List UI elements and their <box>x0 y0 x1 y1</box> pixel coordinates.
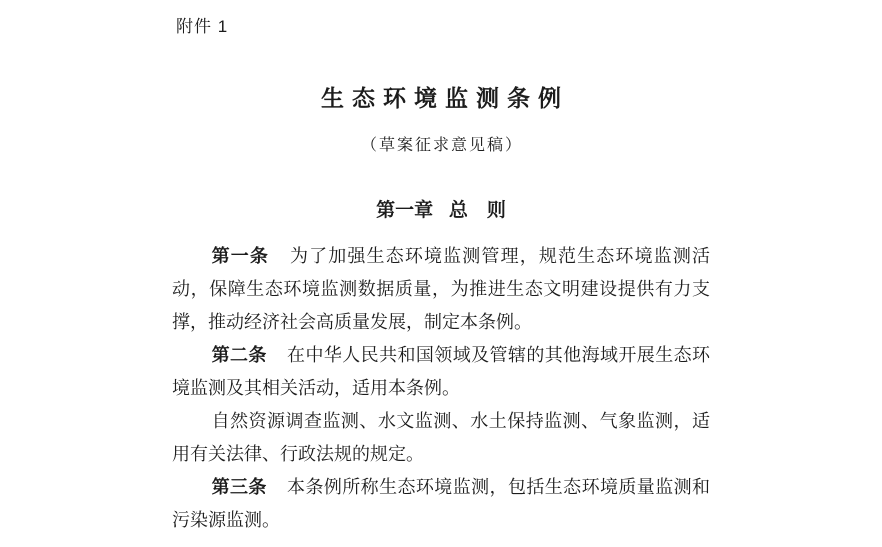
chapter-number: 第一章 <box>376 200 434 221</box>
article-1-label: 第一条 <box>211 246 270 266</box>
article-3-label: 第三条 <box>211 477 267 497</box>
article-2-label: 第二条 <box>211 345 267 365</box>
document-subtitle: （草案征求意见稿） <box>360 137 523 154</box>
article-2-text-2: 自然资源调查监测、水文监测、水土保持监测、气象监测，适用有关法律、行政法规的规定。 <box>172 411 710 464</box>
document-title: 生态环境监测条例 <box>321 86 569 111</box>
article-2-paragraph-1 <box>172 339 710 405</box>
chapter-title: 总 则 <box>448 200 506 221</box>
article-3-text: 本条例所称生态环境监测，包括生态环境质量监测和污染源监测。 <box>172 477 711 530</box>
document-body <box>172 240 710 537</box>
chapter-heading <box>0 195 882 222</box>
article-1-paragraph-1 <box>172 240 710 339</box>
attachment-label: 附件 1 <box>176 17 229 36</box>
article-2-text-1: 在中华人民共和国领域及管辖的其他海域开展生态环境监测及其相关活动，适用本条例。 <box>172 345 711 398</box>
article-1-text: 为了加强生态环境监测管理，规范生态环境监测活动，保障生态环境监测数据质量，为推进生态文明建设提供有力支撑，推动经济社会高质量发展，制定本条例。 <box>172 246 711 332</box>
article-2-paragraph-2 <box>172 405 710 471</box>
article-3-paragraph-1 <box>172 471 710 537</box>
